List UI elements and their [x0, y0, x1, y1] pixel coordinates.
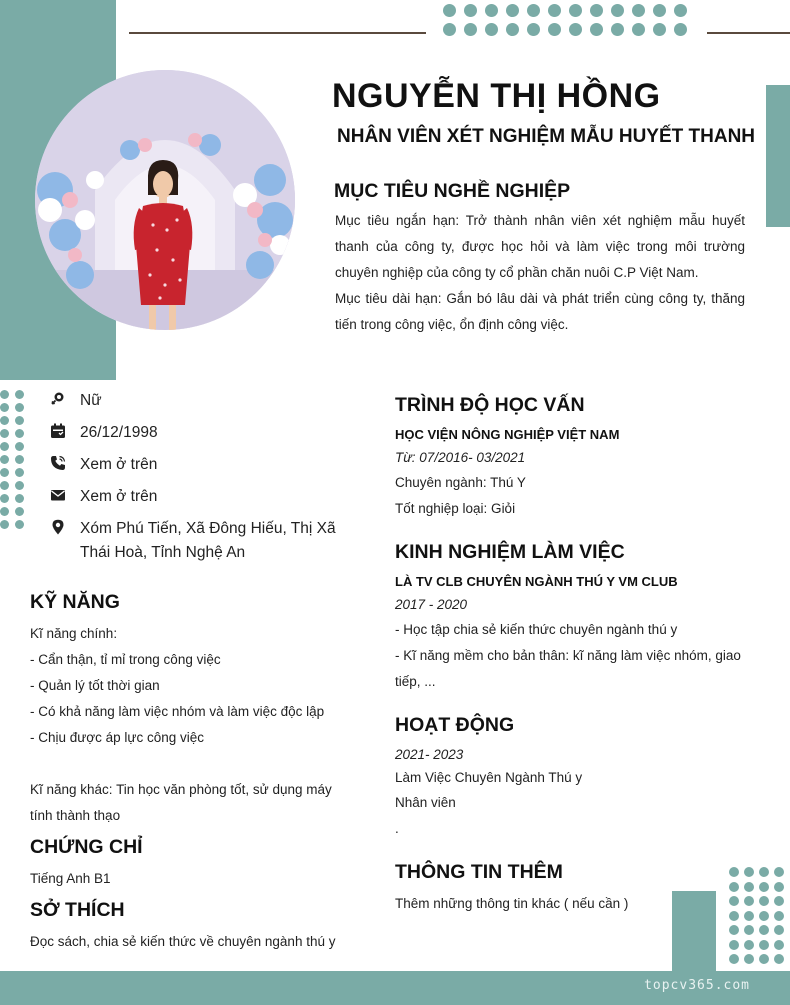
contact-email [48, 485, 157, 509]
decorative-dot [774, 954, 784, 964]
contact-gender [48, 389, 102, 413]
email-text: Xem ở trên [80, 488, 158, 505]
decorative-dot [0, 403, 9, 412]
decorative-dot [0, 390, 9, 399]
gender-text: Nữ [80, 392, 102, 409]
contact-birthday [48, 421, 158, 445]
decorative-dot [653, 4, 666, 17]
contact-phone [48, 453, 157, 477]
skills-title: KỸ NĂNG [30, 591, 120, 613]
calendar-icon [48, 421, 68, 441]
decorative-dot [15, 520, 24, 529]
decorative-dot [0, 507, 9, 516]
decorative-dot [548, 23, 561, 36]
decorative-dot [590, 23, 603, 36]
decorative-dot [729, 896, 739, 906]
decorative-dot [569, 4, 582, 17]
decorative-dot [0, 455, 9, 464]
decorative-dot [0, 468, 9, 477]
hobby-item: Đọc sách, chia sẻ kiến thức về chuyên ngành thú y [30, 934, 336, 949]
profile-photo [35, 70, 295, 330]
decorative-dot [774, 940, 784, 950]
decorative-dot [729, 954, 739, 964]
decorative-dot [485, 4, 498, 17]
decorative-dot [0, 429, 9, 438]
decorative-dot [506, 23, 519, 36]
decorative-dot [15, 442, 24, 451]
decorative-dot [527, 23, 540, 36]
decorative-dot [774, 896, 784, 906]
decorative-dot [0, 481, 9, 490]
skill-item: - Có khả năng làm việc nhóm và làm việc độc lập [30, 704, 325, 719]
decorative-dot [443, 4, 456, 17]
decorative-dot [0, 442, 9, 451]
birthday-text: 26/12/1998 [80, 424, 158, 441]
certificate-item: Tiếng Anh B1 [30, 871, 111, 886]
dot-pattern-left [0, 390, 24, 529]
activities-role: Nhân viên [395, 795, 456, 810]
decorative-dot [569, 23, 582, 36]
decorative-dot [15, 416, 24, 425]
decorative-dot [759, 940, 769, 950]
decorative-dot [729, 911, 739, 921]
job-title: NHÂN VIÊN XÉT NGHIỆM MẪU HUYẾT THANH [337, 126, 756, 147]
decorative-dot [632, 23, 645, 36]
skill-item: - Quản lý tốt thời gian [30, 678, 160, 693]
additional-title: THÔNG TIN THÊM [395, 861, 563, 883]
decorative-dot [0, 494, 9, 503]
header-rule-right [707, 32, 790, 34]
additional-text: Thêm những thông tin khác ( nếu cần ) [395, 896, 629, 911]
skills-other: Kĩ năng khác: Tin học văn phòng tốt, sử dụng máy tính thành thạo [30, 782, 332, 823]
activities-note: . [395, 821, 399, 836]
decorative-dot [485, 23, 498, 36]
decorative-dot [674, 23, 687, 36]
decorative-dot [464, 23, 477, 36]
experience-title: KINH NGHIỆM LÀM VIỆC [395, 541, 625, 563]
skill-item: - Chịu được áp lực công việc [30, 730, 204, 745]
decorative-dot [527, 4, 540, 17]
decorative-dot [729, 925, 739, 935]
footer-bar [0, 971, 790, 1005]
decorative-dot [729, 867, 739, 877]
skills-main-label: Kĩ năng chính: [30, 626, 118, 641]
right-accent-tab [766, 85, 790, 227]
decorative-dot [611, 4, 624, 17]
location-icon [48, 517, 68, 537]
decorative-dot [759, 925, 769, 935]
experience-period: 2017 - 2020 [395, 597, 468, 612]
decorative-dot [774, 925, 784, 935]
decorative-dot [744, 882, 754, 892]
decorative-dot [744, 925, 754, 935]
decorative-dot [611, 23, 624, 36]
decorative-dot [0, 520, 9, 529]
activities-period: 2021- 2023 [395, 747, 464, 762]
decorative-dot [759, 911, 769, 921]
education-grade: Tốt nghiệp loại: Giỏi [395, 501, 516, 516]
decorative-dot [15, 468, 24, 477]
phone-icon [48, 453, 68, 473]
decorative-dot [759, 896, 769, 906]
email-icon [48, 485, 68, 505]
objective-long-term: Mục tiêu dài hạn: Gắn bó lâu dài và phát triển cùng công ty, thăng tiến trong công việc, ổn định công việc. [335, 291, 745, 332]
decorative-dot [729, 940, 739, 950]
decorative-dot [15, 494, 24, 503]
decorative-dot [744, 896, 754, 906]
objective-short-term: Mục tiêu ngắn hạn: Trở thành nhân viên xét nghiệm mẫu huyết thanh của công ty, được học hỏi và làm việc trong môi trường chuyên nghiệp của công ty cổ phần chăn nuôi C.P Việt Nam. [335, 213, 745, 280]
decorative-dot [744, 954, 754, 964]
decorative-dot [759, 882, 769, 892]
dot-pattern-top [443, 4, 687, 36]
decorative-dot [0, 416, 9, 425]
certificates-title: CHỨNG CHỈ [30, 836, 143, 858]
decorative-dot [464, 4, 477, 17]
decorative-dot [632, 4, 645, 17]
decorative-dot [443, 23, 456, 36]
phone-text: Xem ở trên [80, 456, 158, 473]
decorative-dot [774, 882, 784, 892]
decorative-dot [590, 4, 603, 17]
decorative-dot [744, 940, 754, 950]
decorative-dot [15, 481, 24, 490]
decorative-dot [15, 429, 24, 438]
decorative-dot [774, 867, 784, 877]
dot-pattern-bottom-right [729, 867, 784, 964]
activities-org: Làm Việc Chuyên Ngành Thú y [395, 770, 583, 785]
hobbies-title: SỞ THÍCH [30, 899, 125, 921]
education-school: HỌC VIỆN NÔNG NGHIỆP VIỆT NAM [395, 427, 620, 442]
education-title: TRÌNH ĐỘ HỌC VẤN [395, 394, 585, 416]
candidate-name: NGUYỄN THỊ HỒNG [332, 77, 661, 115]
decorative-dot [15, 455, 24, 464]
bottom-accent-square [672, 891, 716, 971]
decorative-dot [674, 4, 687, 17]
decorative-dot [15, 390, 24, 399]
education-major: Chuyên ngành: Thú Y [395, 475, 526, 490]
decorative-dot [729, 882, 739, 892]
decorative-dot [744, 911, 754, 921]
decorative-dot [744, 867, 754, 877]
header-rule-left [129, 32, 426, 34]
decorative-dot [759, 954, 769, 964]
skill-item: - Cẩn thận, tỉ mỉ trong công việc [30, 652, 221, 667]
watermark-text: topcv365.com [644, 978, 750, 993]
gender-icon [48, 389, 68, 409]
objective-title: MỤC TIÊU NGHỀ NGHIỆP [334, 180, 571, 202]
decorative-dot [759, 867, 769, 877]
experience-item: - Kĩ năng mềm cho bản thân: kĩ năng làm việc nhóm, giao tiếp, ... [395, 648, 741, 689]
decorative-dot [15, 507, 24, 516]
decorative-dot [506, 4, 519, 17]
experience-org: LÀ TV CLB CHUYÊN NGÀNH THÚ Y VM CLUB [395, 574, 678, 589]
activities-title: HOẠT ĐỘNG [395, 714, 515, 736]
decorative-dot [653, 23, 666, 36]
address-text: Xóm Phú Tiến, Xã Đông Hiếu, Thị Xã Thái Hoà, Tỉnh Nghệ An [80, 520, 336, 561]
education-period: Từ: 07/2016- 03/2021 [395, 450, 526, 465]
decorative-dot [15, 403, 24, 412]
decorative-dot [548, 4, 561, 17]
experience-item: - Học tập chia sẻ kiến thức chuyên ngành thú y [395, 622, 678, 637]
contact-address [48, 517, 348, 565]
decorative-dot [774, 911, 784, 921]
